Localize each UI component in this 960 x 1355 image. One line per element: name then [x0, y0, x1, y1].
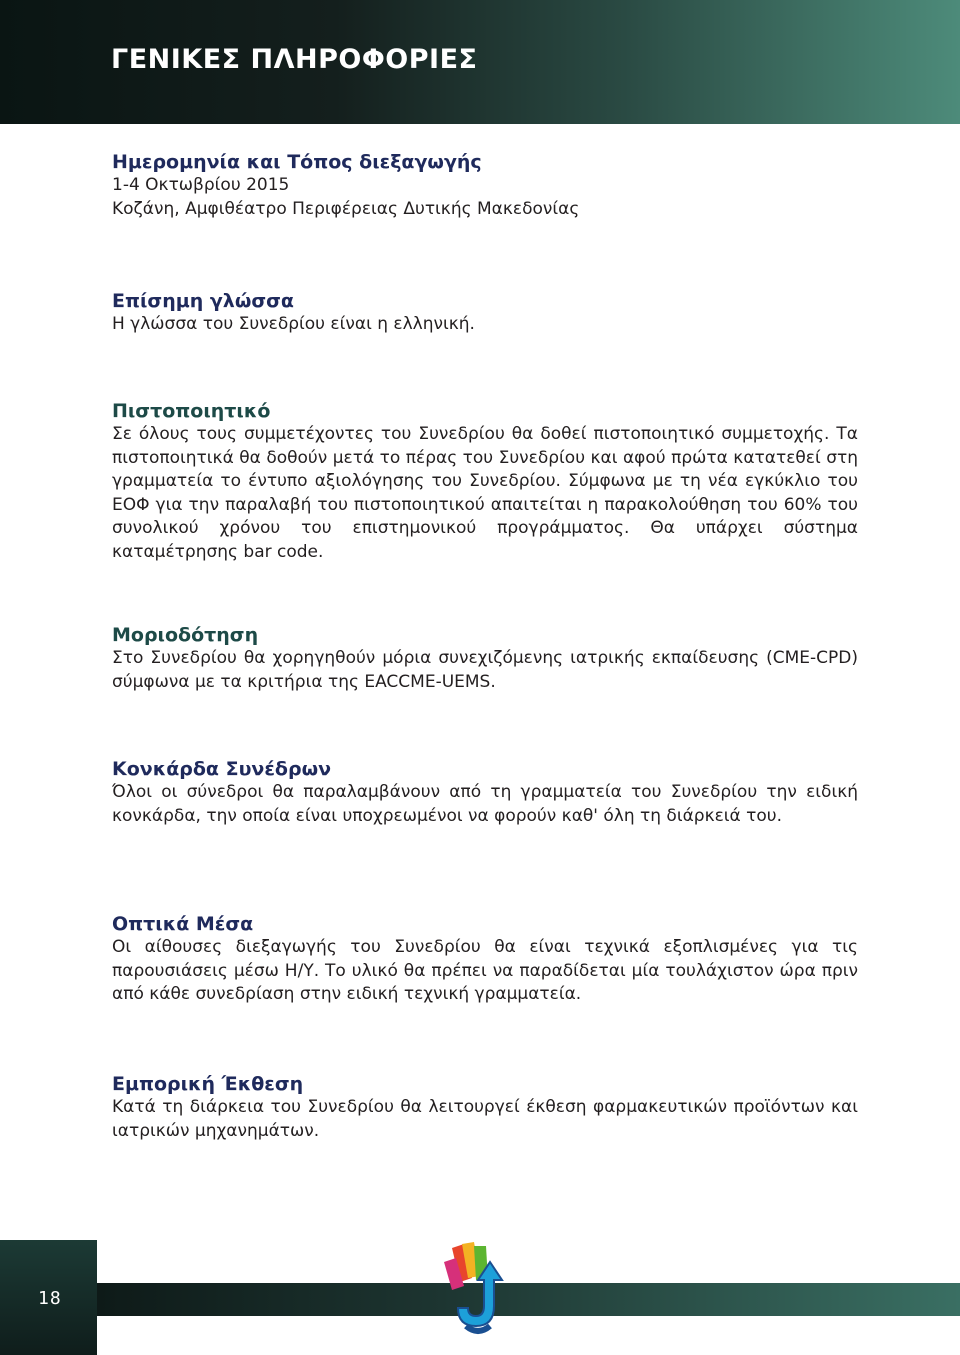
section-text: Σε όλους τους συμμετέχοντες του Συνεδρίου θα δοθεί πιστοποιητικό συμμετοχής. Τα πιστοποιητικά θα δοθούν μετά το πέρας του Συνεδρίου και αφού πρώτα κατατεθεί στη γραμματεία το έντυπο αξιολόγησης του Συνεδρίου. Σύμφωνα με τη νέα εγκύκλιο του ΕΟΦ για την παραλαβή του πιστοποιητικού απαιτείται η παρακολούθηση του 60% του συνολικού χρόνου του επιστημονικού προγράμματος. Θα υπάρχει σύστημα καταμέτρησης bar code.	[112, 424, 858, 562]
section-title: Μοριοδότηση	[112, 624, 259, 646]
section-line: Κοζάνη, Αμφιθέατρο Περιφέρειας Δυτικής Μακεδονίας	[112, 198, 580, 219]
section-title: Ημερομηνία και Τόπος διεξαγωγής	[112, 151, 482, 173]
section-title: Εμπορική Έκθεση	[112, 1073, 304, 1095]
footer-bar	[97, 1283, 960, 1316]
page-number: 18	[38, 1288, 62, 1309]
section-date-venue	[112, 150, 858, 221]
section-text: Στο Συνεδρίου θα χορηγηθούν μόρια συνεχιζόμενης ιατρικής εκπαίδευσης (CME-CPD) σύμφωνα με τα κριτήρια της EACCME-UEMS.	[112, 648, 858, 692]
section-badge	[112, 757, 858, 828]
section-title: Πιστοποιητικό	[112, 400, 271, 422]
page-header	[0, 0, 960, 124]
section-text: Όλοι οι σύνεδροι θα παραλαμβάνουν από τη γραμματεία του Συνεδρίου την ειδική κονκάρδα, την οποία είναι υποχρεωμένοι να φορούν καθ' όλη τη διάρκειά του.	[112, 782, 858, 826]
conference-logo-icon	[438, 1240, 518, 1355]
section-credits	[112, 623, 858, 694]
section-exhibition	[112, 1072, 858, 1143]
section-text: Οι αίθουσες διεξαγωγής του Συνεδρίου θα είναι τεχνικά εξοπλισμένες για τις παρουσιάσεις μέσω Η/Υ. Το υλικό θα πρέπει να παραδίδεται μία τουλάχιστον ώρα πριν από κάθε συνεδρίαση στην ειδική τεχνική γραμματεία.	[112, 937, 858, 1005]
section-title: Επίσημη γλώσσα	[112, 290, 294, 312]
section-certificate	[112, 399, 858, 565]
section-language	[112, 289, 858, 337]
section-line: Η γλώσσα του Συνεδρίου είναι η ελληνική.	[112, 314, 475, 334]
page-title: ΓΕΝΙΚΕΣ ΠΛΗΡΟΦΟΡΙΕΣ	[111, 44, 478, 75]
section-line: 1-4 Οκτωβρίου 2015	[112, 175, 290, 195]
section-av	[112, 912, 858, 1007]
section-title: Οπτικά Μέσα	[112, 913, 254, 935]
section-title: Κονκάρδα Συνέδρων	[112, 758, 332, 780]
section-text: Κατά τη διάρκεια του Συνεδρίου θα λειτουργεί έκθεση φαρμακευτικών προϊόντων και ιατρικών μηχανημάτων.	[112, 1097, 858, 1141]
